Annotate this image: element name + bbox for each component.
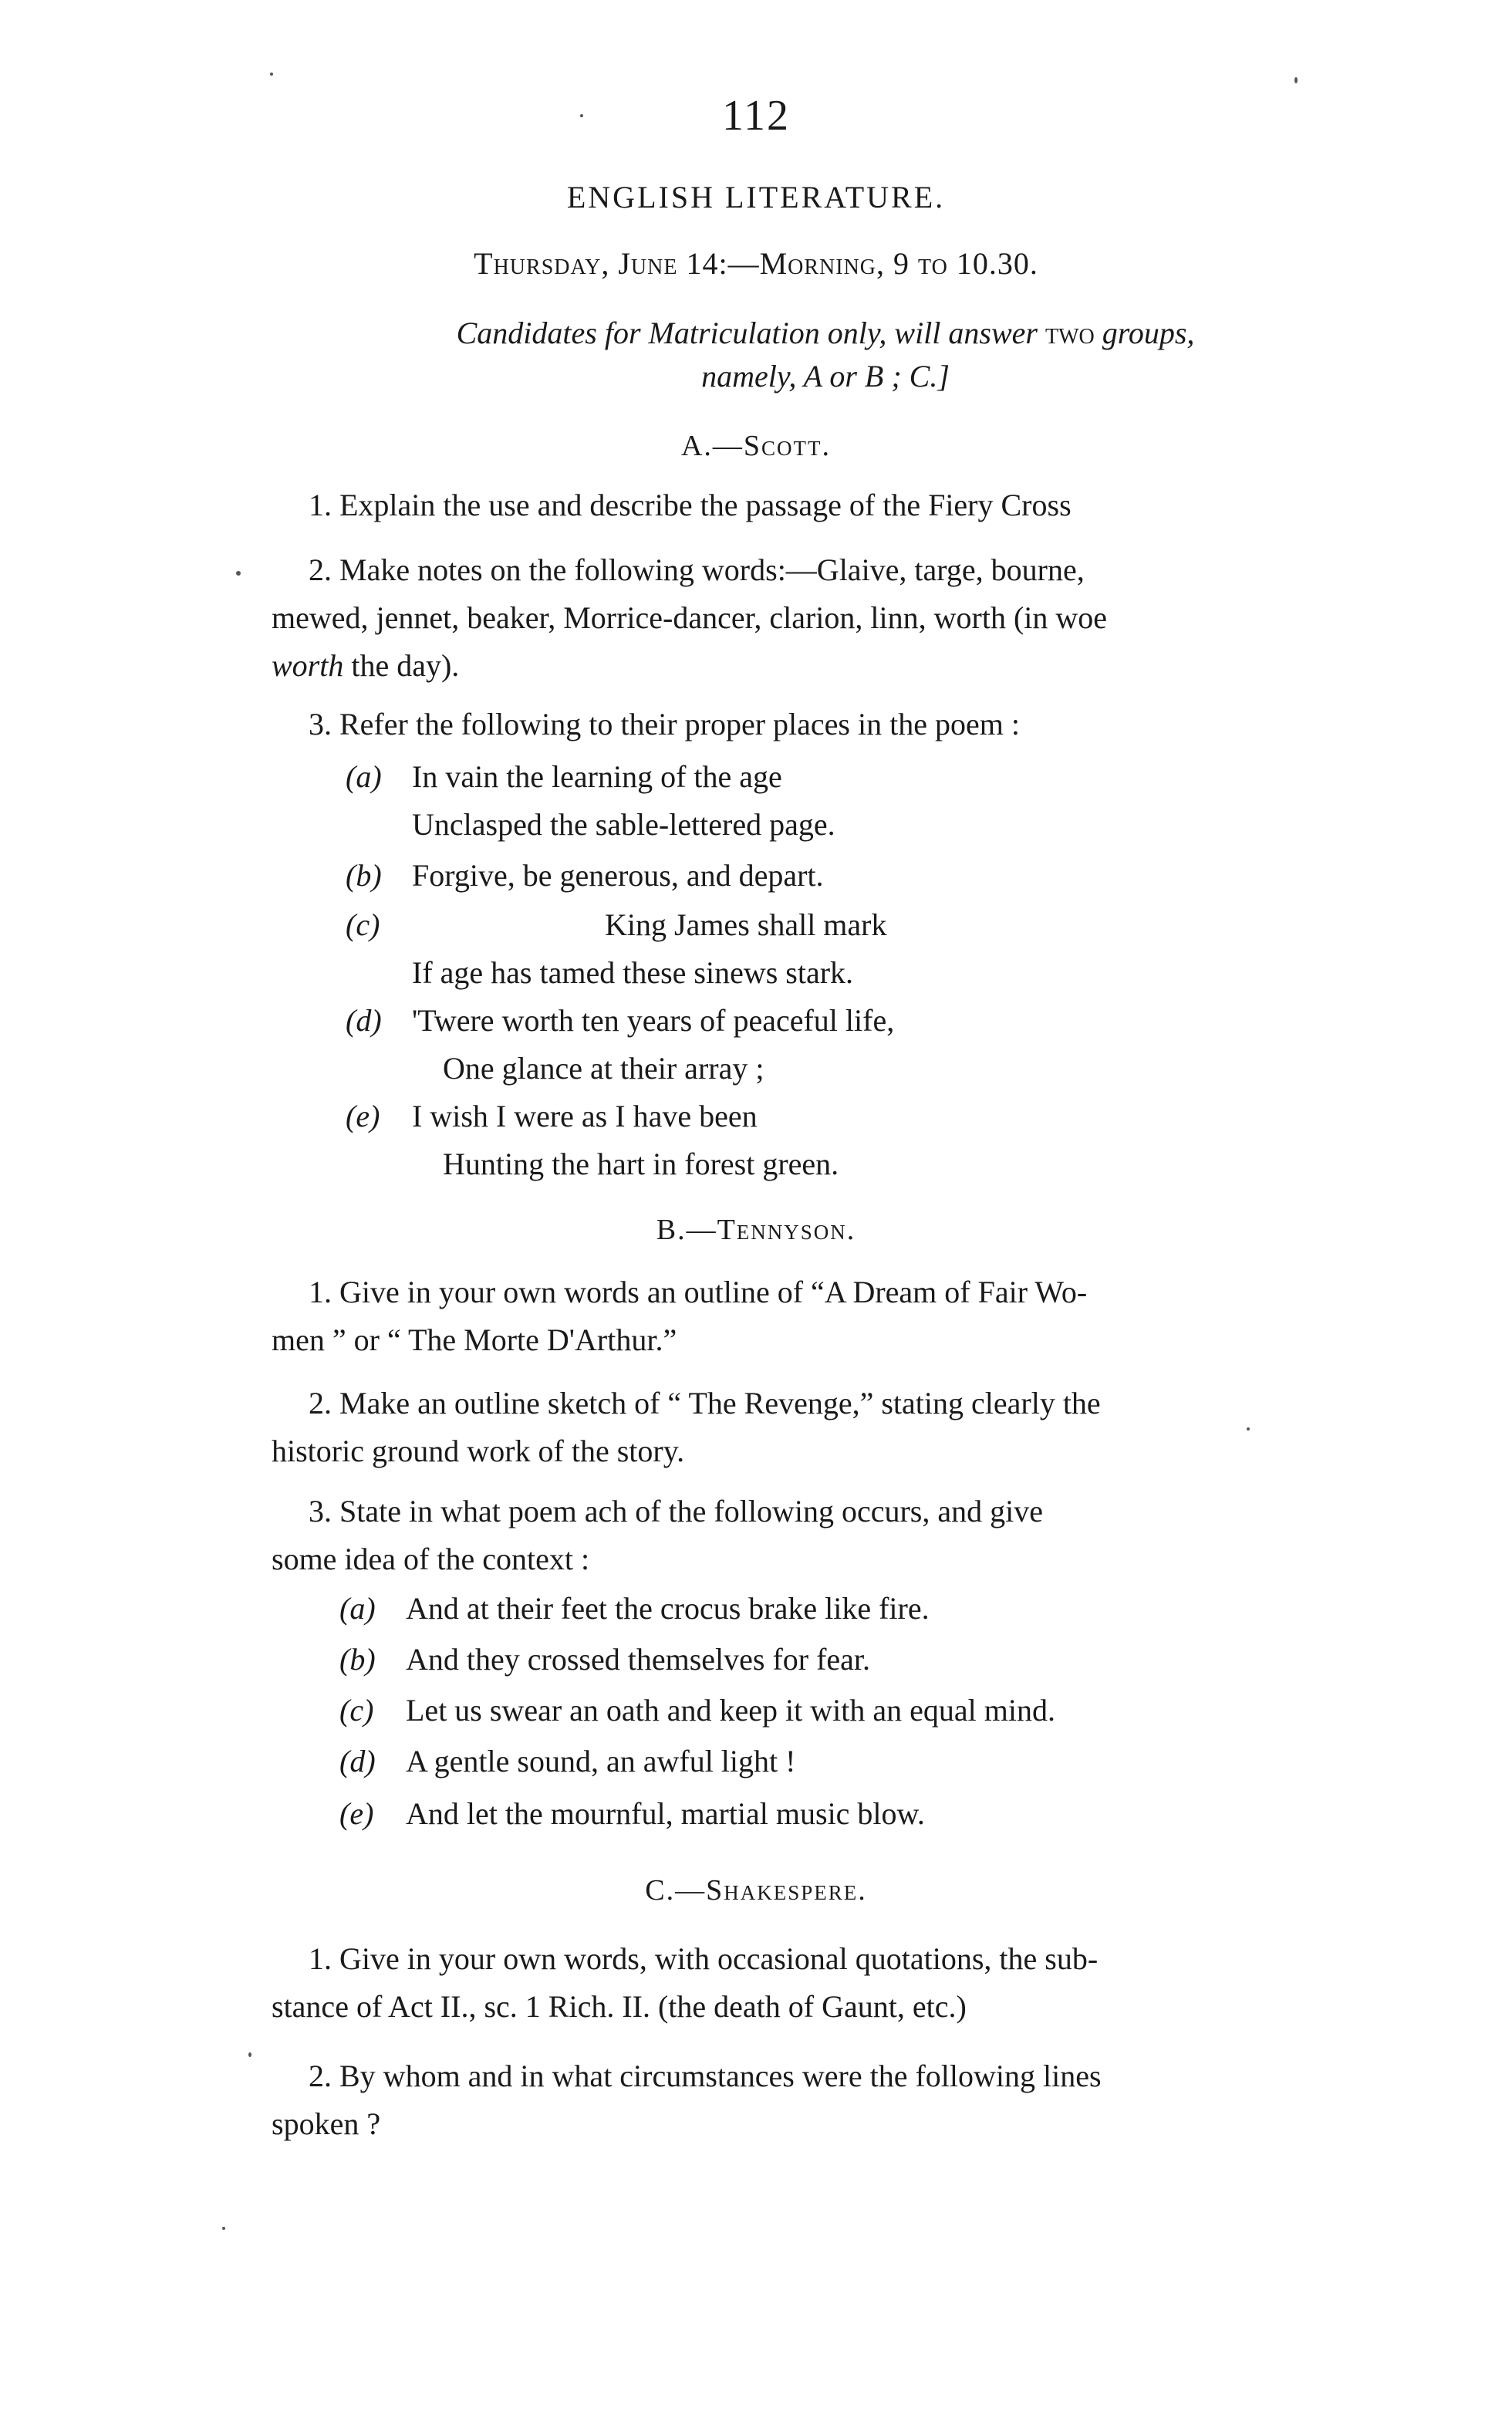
paper-title: ENGLISH LITERATURE. [566, 180, 946, 214]
scan-speck [580, 114, 583, 117]
passage-b: (b) And they crossed themselves for fear. [339, 1642, 871, 1677]
scan-speck [1247, 1427, 1250, 1430]
candidate-instructions [324, 312, 1327, 398]
section-a-question-3: 3. Refer the following to their proper places in the poem : [309, 707, 1020, 741]
quote-b: (b) Forgive, be generous, and depart. [346, 858, 824, 893]
quote-c: (c) King James shall mark If age has tamed these sinews stark. [346, 907, 887, 990]
passage-a: (a) And at their feet the crocus brake like fire. [339, 1591, 930, 1626]
instructions-groups: groups, [1102, 316, 1195, 350]
quote-e: (e) I wish I were as I have been Hunting the hart in forest green. [346, 1099, 839, 1181]
passage-d: (d) A gentle sound, an awful light ! [339, 1744, 796, 1778]
section-b-question-2: 2. Make an outline sketch of “ The Revenge,” stating clearly the historic ground work of the story. [272, 1386, 1101, 1468]
scan-speck [248, 2052, 251, 2057]
scan-speck [236, 571, 241, 576]
section-b-question-3: 3. State in what poem ach of the following occurs, and give some idea of the context : [272, 1494, 1043, 1576]
passage-e: (e) And let the mournful, martial music blow. [339, 1796, 925, 1831]
section-a-heading: A.—Scott. [680, 430, 832, 462]
section-c-heading: C.—Shakespere. [645, 1874, 867, 1907]
section-b-heading: B.—Tennyson. [656, 1214, 856, 1246]
quote-a: (a) In vain the learning of the age Unclasped the sable-lettered page. [346, 759, 835, 842]
section-b-question-1: 1. Give in your own words an outline of “A Dream of Fair Wo- men ” or “ The Morte D'Arthur.” [272, 1275, 1088, 1357]
section-c-question-1: 1. Give in your own words, with occasional quotations, the sub- stance of Act II., sc. 1 Rich. II. (the death of Gaunt, etc.) [272, 1941, 1099, 2024]
section-c-question-2: 2. By whom and in what circumstances were the following lines spoken ? [272, 2059, 1102, 2141]
section-a-question-1: 1. Explain the use and describe the passage of the Fiery Cross [309, 488, 1072, 522]
scan-speck [1294, 77, 1298, 83]
scan-speck [270, 73, 273, 76]
section-a-question-2: 2. Make notes on the following words:—Glaive, targe, bourne, mewed, jennet, beaker, Morrice-dancer, clarion, linn, worth (in woe worth the day). [272, 552, 1108, 683]
passage-c: (c) Let us swear an oath and keep it with an equal mind. [339, 1693, 1055, 1728]
scan-speck [222, 2227, 225, 2230]
quote-d: (d) 'Twere worth ten years of peaceful life, One glance at their array ; [346, 1003, 895, 1086]
instructions-two: two [1045, 316, 1095, 350]
instructions-text: Candidates for Matriculation only, will answer [456, 316, 1038, 350]
exam-dateline: Thursday, June 14:—Morning, 9 to 10.30. [474, 246, 1038, 281]
page-number: 112 [722, 92, 790, 140]
instructions-line2: namely, A or B ; C.] [701, 359, 950, 394]
